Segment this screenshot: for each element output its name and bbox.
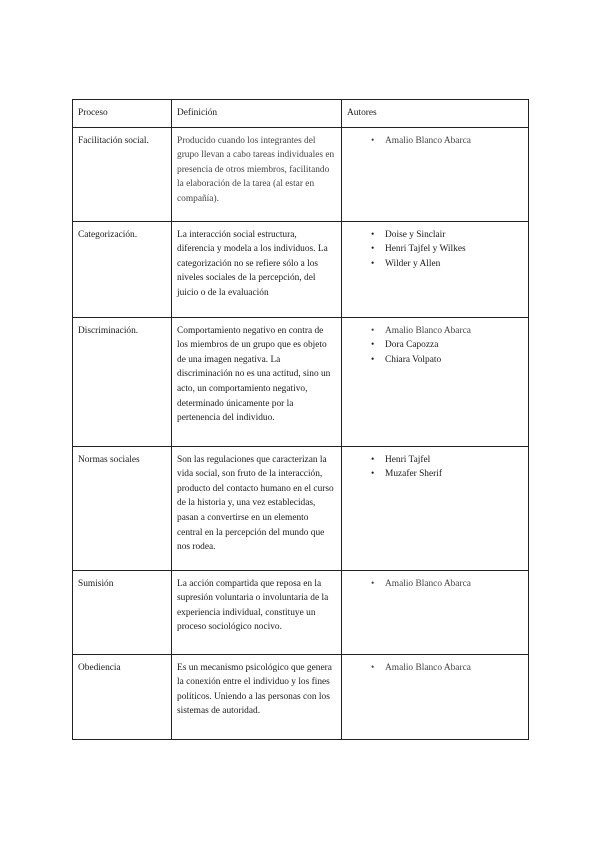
header-proceso: Proceso bbox=[73, 100, 172, 128]
process-cell: Discriminación. bbox=[73, 317, 172, 446]
author-item: • Henri Tajfel y Wilkes bbox=[385, 242, 523, 257]
author-item: • Amalio Blanco Abarca bbox=[385, 577, 523, 592]
header-definicion: Definición bbox=[172, 100, 342, 128]
table-header-row bbox=[73, 100, 529, 128]
author-item: • Amalio Blanco Abarca bbox=[385, 324, 523, 339]
author-item: • Amalio Blanco Abarca bbox=[385, 134, 523, 149]
process-cell: Sumisión bbox=[73, 570, 172, 654]
authors-cell bbox=[342, 317, 529, 446]
definition-cell: La acción compartida que reposa en la supresión voluntaria o involuntaria de la experiencia individual, constituye un proceso sociológico nocivo. bbox=[172, 570, 342, 654]
table-row bbox=[73, 221, 529, 317]
table-row bbox=[73, 317, 529, 446]
authors-list bbox=[347, 577, 523, 592]
definition-cell: Son las regulaciones que caracterizan la vida social, son fruto de la interacción, producto del contacto humano en el curso de la historia y, una vez establecidas, pasan a convertirse en un elemento central en la percepción del mundo que nos rodea. bbox=[172, 446, 342, 570]
author-item: • Dora Capozza bbox=[385, 338, 523, 353]
table-row bbox=[73, 446, 529, 570]
definition-cell: La interacción social estructura, diferencia y modela a los individuos. La categorización no se refiere sólo a los niveles sociales de la percepción, del juicio o de la evaluación bbox=[172, 221, 342, 317]
authors-cell bbox=[342, 221, 529, 317]
authors-cell bbox=[342, 654, 529, 739]
table-row bbox=[73, 654, 529, 739]
author-item: • Amalio Blanco Abarca bbox=[385, 661, 523, 676]
authors-cell bbox=[342, 127, 529, 221]
process-cell: Obediencia bbox=[73, 654, 172, 739]
header-autores: Autores bbox=[342, 100, 529, 128]
process-cell: Normas sociales bbox=[73, 446, 172, 570]
process-cell: Categorización. bbox=[73, 221, 172, 317]
definition-cell: Es un mecanismo psicológico que genera la conexión entre el individuo y los fines políticos. Uniendo a las personas con los sistemas de autoridad. bbox=[172, 654, 342, 739]
definition-cell: Comportamiento negativo en contra de los miembros de un grupo que es objeto de una imagen negativa. La discriminación no es una actitud, sino un acto, un comportamiento negativo, determinado únicamente por la pertenencia del individuo. bbox=[172, 317, 342, 446]
authors-cell bbox=[342, 446, 529, 570]
author-item: • Muzafer Sherif bbox=[385, 467, 523, 482]
author-item: • Wilder y Allen bbox=[385, 257, 523, 272]
author-item: • Chiara Volpato bbox=[385, 353, 523, 368]
process-table bbox=[72, 99, 529, 740]
table-row bbox=[73, 127, 529, 221]
authors-cell bbox=[342, 570, 529, 654]
author-item: • Henri Tajfel bbox=[385, 453, 523, 468]
authors-list bbox=[347, 324, 523, 368]
process-cell: Facilitación social. bbox=[73, 127, 172, 221]
definition-cell: Producido cuando los integrantes del grupo llevan a cabo tareas individuales en presencia de otros miembros, facilitando la elaboración de la tarea (al estar en compañía). bbox=[172, 127, 342, 221]
authors-list bbox=[347, 661, 523, 676]
author-item: • Doise y Sinclair bbox=[385, 228, 523, 243]
table-row bbox=[73, 570, 529, 654]
authors-list bbox=[347, 228, 523, 272]
authors-list bbox=[347, 453, 523, 482]
authors-list bbox=[347, 134, 523, 149]
